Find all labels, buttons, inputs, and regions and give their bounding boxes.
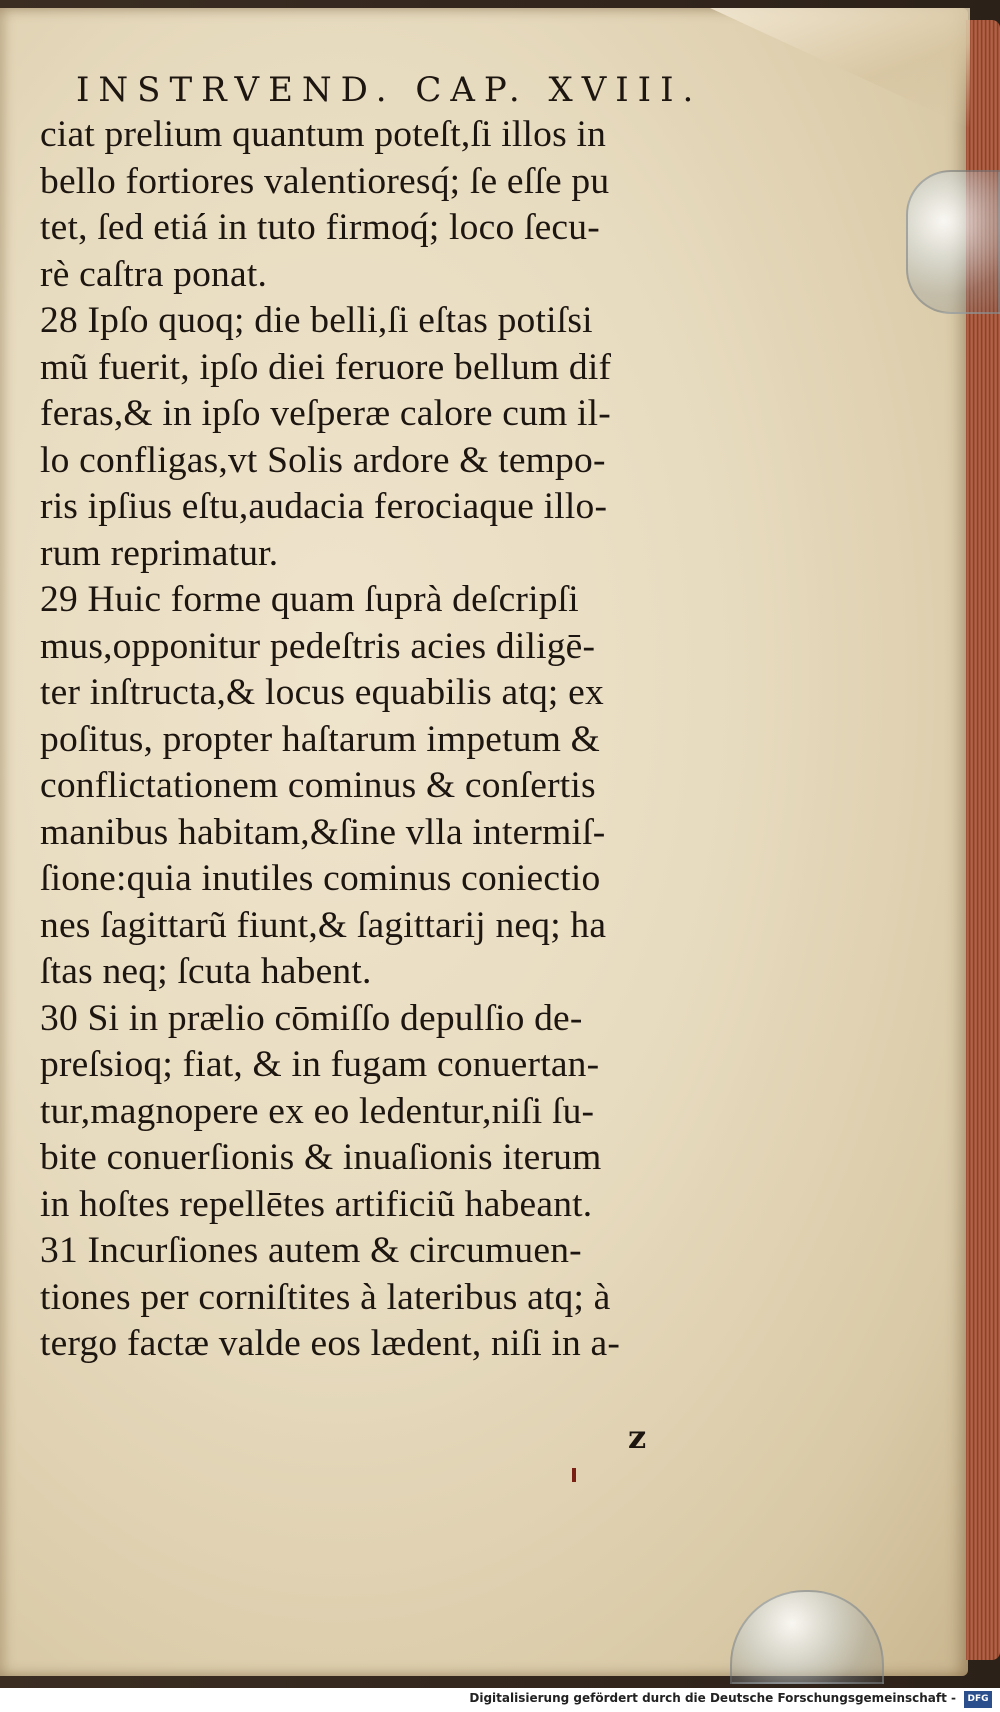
text-line: lo confligas,vt Solis ardore & tempo- <box>40 439 606 481</box>
text-line: mus,opponitur pedeſtris acies diligē- <box>40 625 596 667</box>
ink-mark <box>572 1468 576 1482</box>
text-line: ciat prelium quantum poteſt,ſi illos in <box>40 114 607 155</box>
running-head: INSTRVEND. CAP. XVIII. <box>76 70 703 110</box>
glass-weight-top <box>906 170 1000 314</box>
dfg-logo: DFG <box>964 1691 992 1708</box>
text-line: feras,& in ipſo veſperæ calore cum il- <box>40 393 611 434</box>
text-line: tiones per corniſtites à lateribus atq; à <box>40 1276 611 1318</box>
text-line: ſtas neq; ſcuta habent. <box>40 951 372 992</box>
text-line: rè caſtra ponat. <box>40 253 268 295</box>
text-line: manibus habitam,&ſine vlla intermiſ- <box>40 811 606 853</box>
signature-mark: z <box>628 1418 647 1456</box>
text-line: tur,magnopere ex eo ledentur,niſi ſu- <box>40 1090 595 1132</box>
text-line: rum reprimatur. <box>40 532 279 574</box>
text-lines <box>40 112 770 1368</box>
page-text <box>40 70 770 1368</box>
footer-credit: Digitalisierung gefördert durch die Deutsche Forschungsgemeinschaft - <box>469 1691 956 1705</box>
text-line: ter inſtructa,& locus equabilis atq; ex <box>40 672 604 713</box>
text-line: nes ſagittarũ fiunt,& ſagittarij neq; ha <box>40 904 607 946</box>
text-line: 31 Incurſiones autem & circumuen- <box>40 1230 582 1271</box>
text-line: conflictationem cominus & conſertis <box>40 765 596 806</box>
text-line: bite conuerſionis & inuaſionis iterum <box>40 1137 602 1178</box>
text-line: 28 Ipſo quoq; die belli,ſi eſtas potiſsi <box>40 300 593 341</box>
text-line: tergo factæ valde eos lædent, niſi in a- <box>40 1323 621 1364</box>
text-line: in hoſtes repellētes artificiũ habeant. <box>40 1183 593 1225</box>
text-line: mũ fuerit, ipſo diei feruore bellum dif <box>40 346 612 388</box>
text-line: tet, ſed etiá in tuto firmoq́; loco ſecu- <box>40 207 600 248</box>
text-line: 29 Huic forme quam ſuprà deſcripſi <box>40 579 579 620</box>
text-line: ris ipſius eſtu,audacia ferociaque illo- <box>40 486 608 527</box>
text-line: ſione:quia inutiles cominus coniectio <box>40 858 601 899</box>
text-line: preſsioq; fiat, & in fugam conuertan- <box>40 1044 600 1085</box>
text-line: 30 Si in prælio cōmiſſo depulſio de- <box>40 997 583 1039</box>
text-line: bello fortiores valentioresq́; ſe eſſe pu <box>40 160 610 202</box>
text-line: poſitus, propter haſtarum impetum & <box>40 718 601 760</box>
